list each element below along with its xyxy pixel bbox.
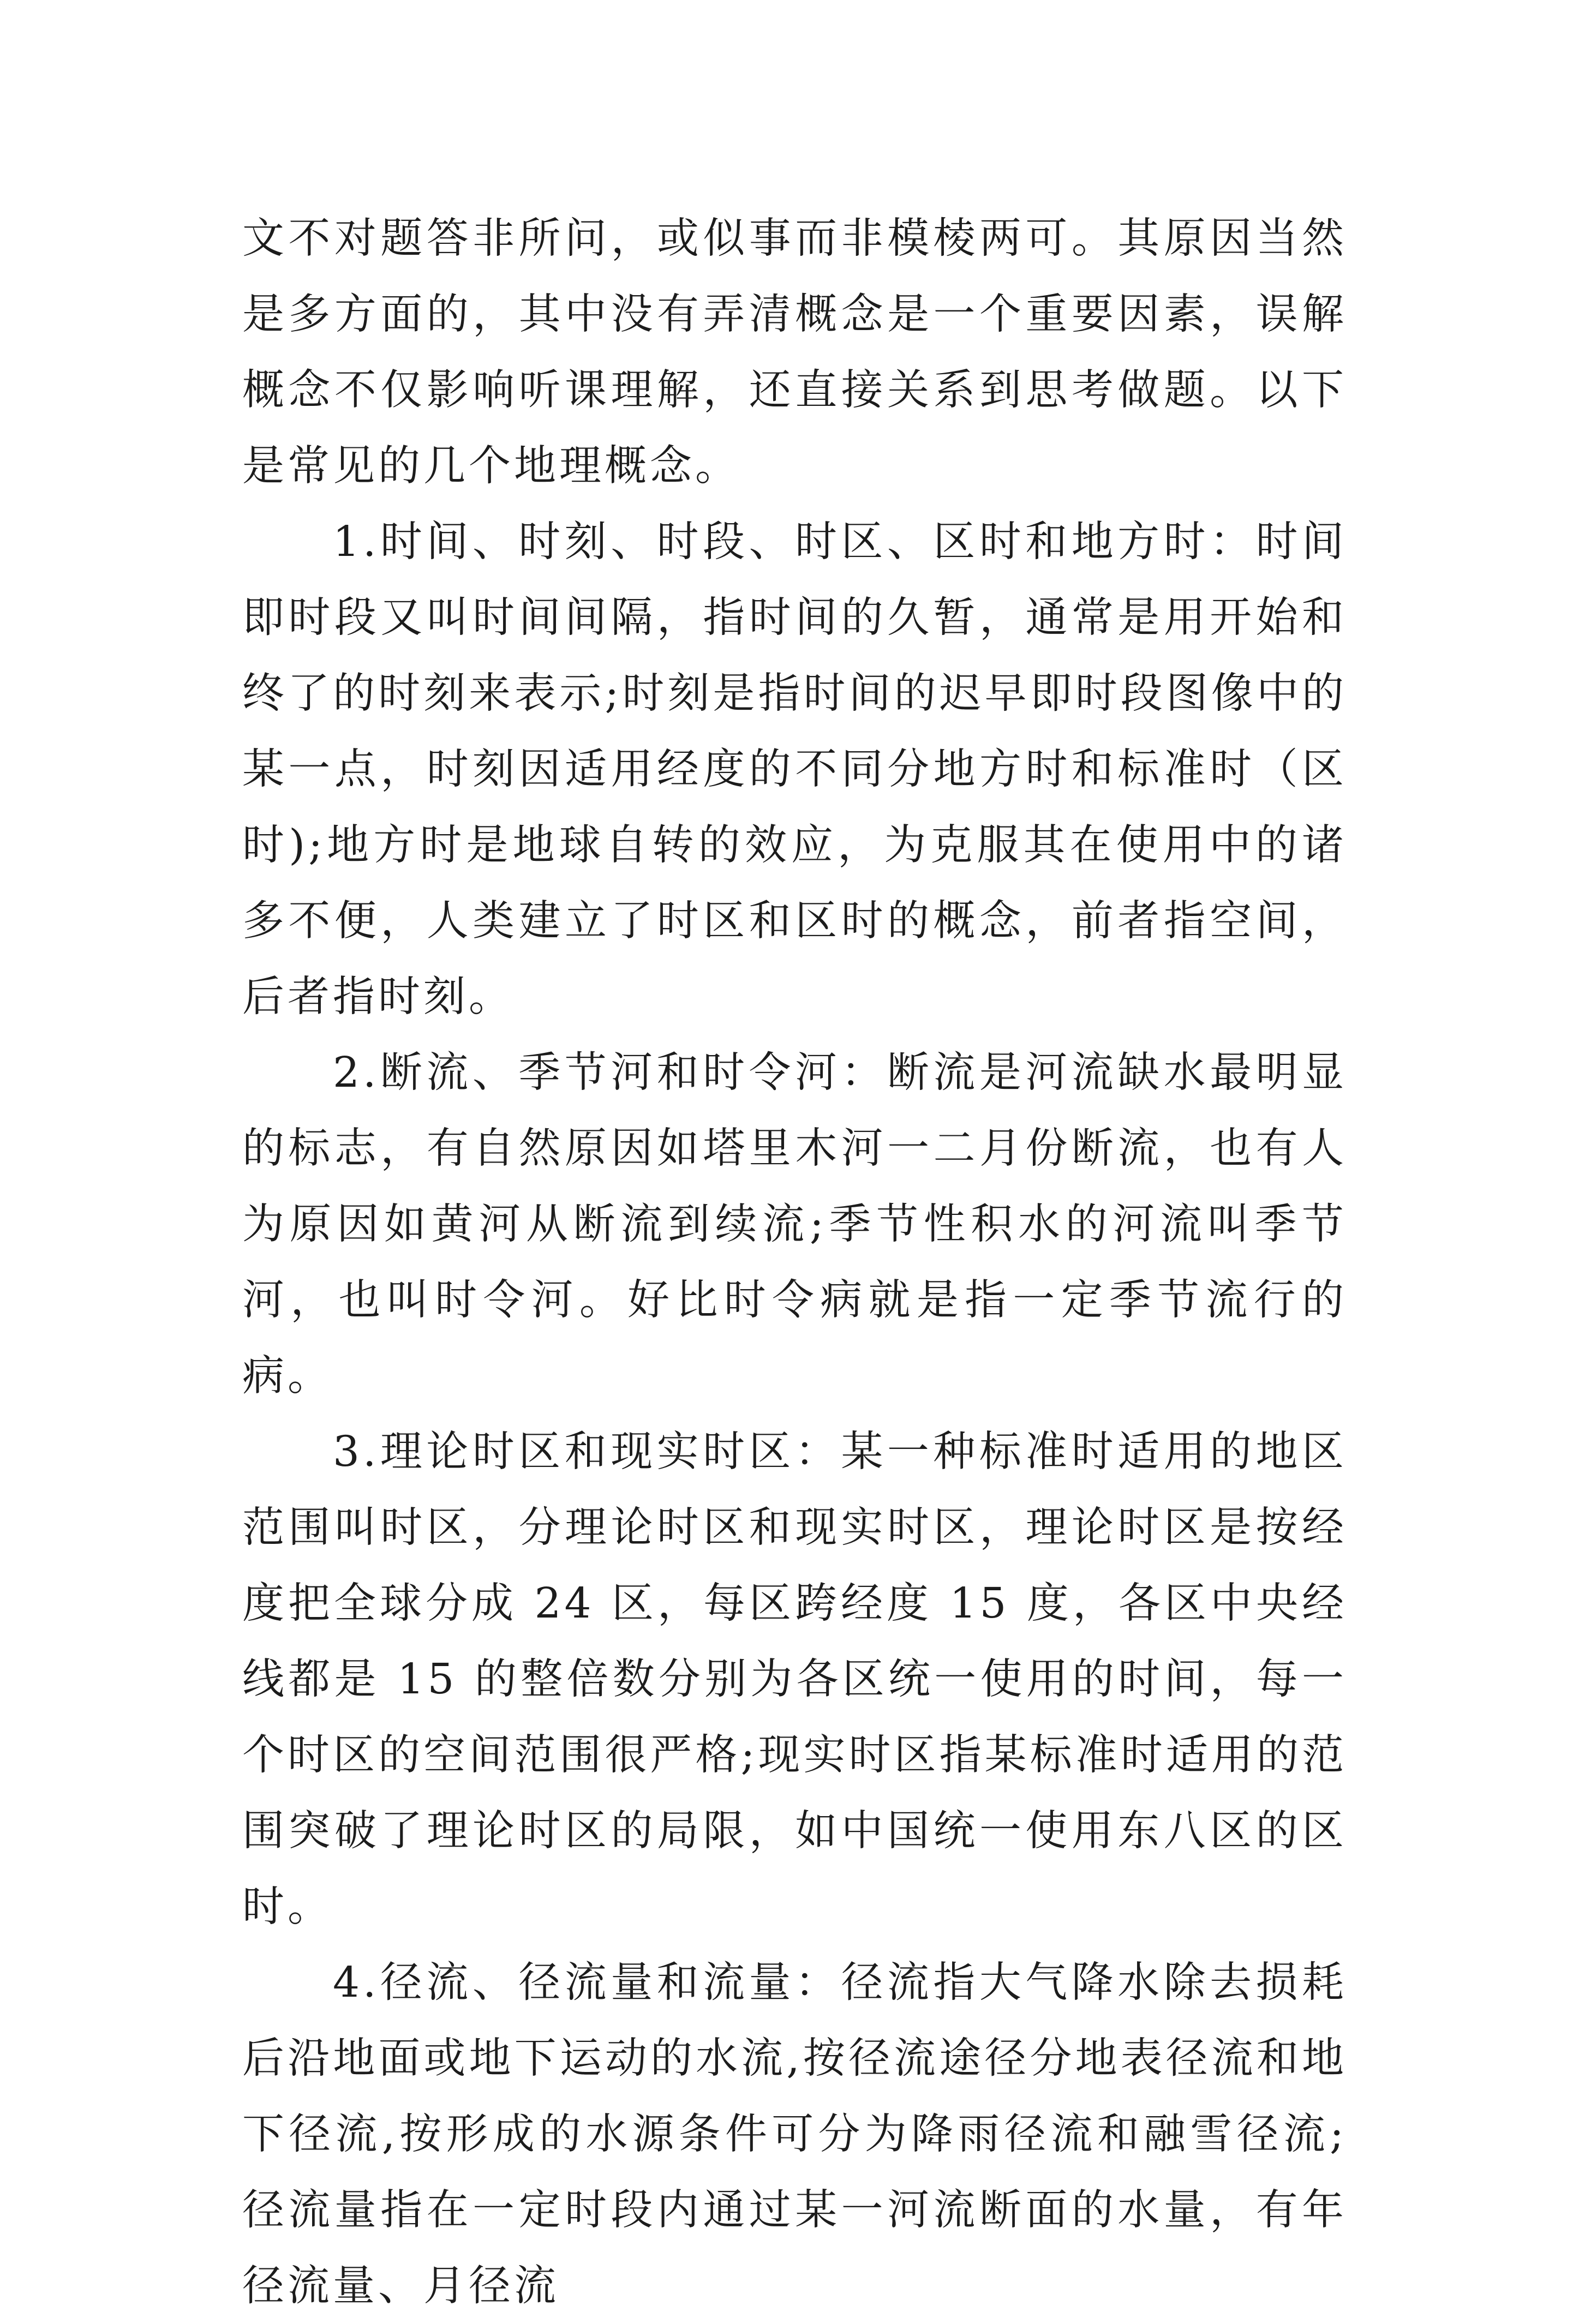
paragraph-intro-continuation: 文不对题答非所问，或似事而非模棱两可。其原因当然是多方面的，其中没有弄清概念是一个重要因素，误解概念不仅影响听课理解，还直接关系到思考做题。以下是常见的几个地理概念。: [242, 214, 1347, 490]
paragraph-item-3: 3.理论时区和现实时区：某一种标准时适用的地区范围叫时区，分理论时区和现实时区，理论时区是按经度把全球分成 24 区，每区跨经度 15 度，各区中央经线都是 15 的整倍数分别为各区统一使用的时间，每一个时区的空间范围很严格;现实时区指某标准时适用的范围突破了理论时区的局限，如中国统一使用东八区的区时。: [242, 1428, 1347, 1931]
paragraph-item-2: 2.断流、季节河和时令河：断流是河流缺水最明显的标志，有自然原因如塔里木河一二月份断流，也有人为原因如黄河从断流到续流;季节性积水的河流叫季节河，也叫时令河。好比时令病就是指一定季节流行的病。: [242, 1049, 1347, 1400]
body-text: [242, 201, 1347, 2324]
paragraph-item-1: 1.时间、时刻、时段、时区、区时和地方时：时间即时段又叫时间间隔，指时间的久暂，通常是用开始和终了的时刻来表示;时刻是指时间的迟早即时段图像中的某一点，时刻因适用经度的不同分地方时和标准时（区时);地方时是地球自转的效应，为克服其在使用中的诸多不便，人类建立了时区和区时的概念，前者指空间，后者指时刻。: [242, 518, 1347, 1021]
paragraph-item-4: 4.径流、径流量和流量：径流指大气降水除去损耗后沿地面或地下运动的水流,按径流途径分地表径流和地下径流,按形成的水源条件可分为降雨径流和融雪径流;径流量指在一定时段内通过某一河流断面的水量，有年径流量、月径流: [242, 1958, 1347, 2310]
